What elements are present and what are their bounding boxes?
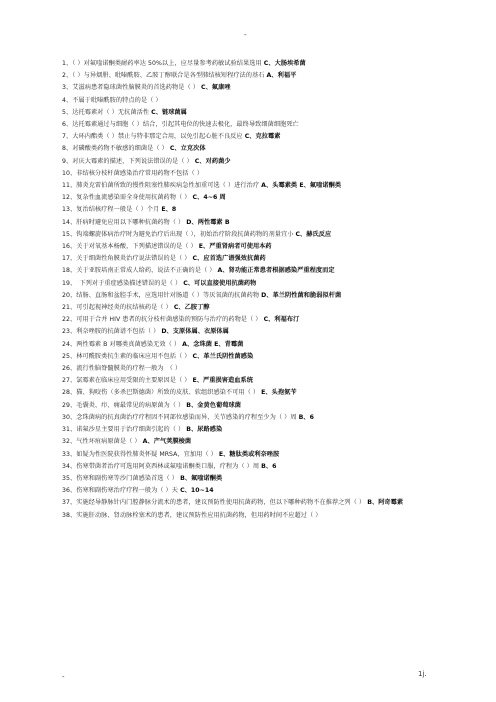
question-answer: A、产气荚膜梭菌 [142,438,192,446]
question-text: 伤寒和副伤寒治疗疗程一般为（ ）天 [76,487,181,495]
question-item [62,375,434,387]
question-number: 28、 [62,389,77,397]
question-answer: C、可以直接使用抗菌药物 [183,279,257,287]
question-item [62,131,434,143]
question-answer: C、乙胺丁醇 [173,304,210,312]
question-item [62,265,434,277]
question-number: 15、 [62,230,77,238]
question-text: 达托霉素对（ ）无抗菌活性 [72,108,152,116]
question-text: 钩端螺旋体病治疗时为避免治疗后出现（ ），初始治疗阶段抗菌药物的剂量宜小 [76,230,296,238]
question-answer: B、6 [298,413,314,421]
question-text: 利奈唑胺的抗菌谱不包括（ ） [76,328,162,336]
question-text: 实施经导静脉针内门腔静脉分流术的患者，建议预防性使用抗菌药物，但以下哪种药物不在推荐之列（ ） [76,499,368,507]
question-text: （ ）与异烟肼、吡嗪酰胺、乙胺丁醇联合是各型肺结核短程疗法的基石 [72,72,267,80]
question-answer: C、应首选广谱强效抗菌药 [192,255,266,263]
footer-page-mark: 1j. [418,670,427,678]
question-answer: C、对药菌少 [194,157,231,165]
question-text: 气性坏疽病原菌是（ ） [76,438,143,446]
question-answer: C、氟康唑 [201,84,231,92]
question-text: 非结核分枝杆菌感染治疗常用药物不包括（ ） [76,169,203,177]
question-text: 伤寒带菌者治疗可选用阿莫西林或氟喹诺酮类口服，疗程为（ ）周 [76,462,262,470]
question-number: 27、 [62,377,77,385]
question-number: 13、 [62,206,77,214]
question-text: 实施肝动脉、肾动脉栓塞术的患者，建议预防性应用抗菌药物，但用药时间不应超过（ ） [76,511,322,519]
question-answer: C、克拉霉素 [244,133,281,141]
question-item [62,436,434,448]
question-answer: C、利福布汀 [263,316,300,324]
question-answer: B、6 [261,462,277,470]
question-item [62,314,434,326]
question-item [62,412,434,424]
question-item [62,473,434,485]
question-item [62,449,434,461]
question-item [62,290,434,302]
question-number: 36、 [62,487,77,495]
question-number: 26、 [62,365,77,373]
question-item [62,339,434,351]
question-number: 18、 [62,267,77,275]
question-text: （ ）对氟喹诺酮类耐药率达 50%以上，应尽量参考药敏试验结果选用 [72,60,264,67]
question-answer: D、两性霉素 B [186,218,230,226]
question-text: 肝病时避免应用以下哪种抗菌药物（ ） [76,218,187,226]
question-item [62,326,434,338]
question-answer: C、立克次体 [169,145,206,153]
question-number: 9、 [62,157,73,165]
question-number: 8、 [62,145,73,153]
question-answer: A、头霉素类 E、氟喹诺酮类 [261,182,342,190]
question-number: 37、 [62,499,77,507]
question-text: 对磷酸类药物不敏感的细菌是（ ） [72,145,170,153]
question-text: 林可酰胺类抗生素的临床应用不包括（ ） [76,352,193,360]
question-answer: E、严重损害造血系统 [192,377,253,385]
question-answer: A、利福平 [266,72,297,80]
question-item [62,95,434,107]
question-text: 两性霉素 B 对哪类真菌感染无效（ ） [76,340,183,348]
question-number: 22、 [62,316,77,324]
question-number: 14、 [62,218,77,226]
question-item [62,82,434,94]
question-item [62,217,434,229]
question-item [62,229,434,241]
question-number: 33、 [62,450,77,458]
question-text: 复杂性血流感染需全身使用抗菌药物（ ） [76,194,193,202]
question-text: 猫、狗咬伤（多杀巴斯德菌）所致的皮肤、软组织感染不可用（ ） [76,389,262,397]
question-item [62,204,434,216]
question-item [62,497,434,509]
question-answer: C、赫氏反应 [295,230,332,238]
question-answer: C、4~6 周 [192,194,226,202]
question-answer: B、金黄色葡萄球菌 [186,401,241,409]
question-text: 可引起视神经炎的抗结核药是（ ） [76,304,174,312]
header-mark: - [244,31,247,39]
question-item [62,510,434,522]
question-number: 3、 [62,84,73,92]
question-item [62,351,434,363]
question-answer: B、氟喹诺酮类 [180,474,223,482]
question-text: 毛囊炎、疖、痈最常见的病原菌为（ ） [76,401,187,409]
question-number: 31、 [62,426,77,434]
question-number: 19、 [62,279,74,287]
question-number: 17、 [62,255,77,263]
question-number: 34、 [62,462,77,470]
question-item [62,485,434,497]
question-item [62,400,434,412]
question-item [62,302,434,314]
question-item [62,241,434,253]
question-answer: E、头孢氨苄 [261,389,297,397]
question-item [62,107,434,119]
question-item [62,424,434,436]
question-item [62,119,434,131]
question-text: 达托霉素通过与细胞（ ）结合，引起其电位的快速去极化，最终导致细菌细胞死亡 [72,121,299,129]
question-number: 29、 [62,401,77,409]
question-text: 对庆大霉素的描述，下列说法错误的是（ ） [72,157,195,165]
question-text: 念珠菌病的抗真菌治疗疗程因不同部位感染而异，关节感染的疗程至少为（ ）周 [76,413,299,421]
question-answer: D、支原体属、衣原体属 [161,328,229,336]
question-item [62,70,434,82]
question-text: 复治结核疗程一般是（ ）个月 [76,206,162,214]
question-text: 氯霉素在临床应用受限的主要原因是（ ） [76,377,193,385]
question-number: 2、 [62,72,73,80]
question-number: 6、 [62,121,73,129]
question-text: 伤寒和副伤寒等沙门菌感染首选（ ） [76,474,181,482]
question-text: 结肠、直肠和盆腔手术，应选用针对肠道（ ）等厌氧菌的抗菌药物 [76,291,262,299]
question-answer: A、肾功能正常患者根据感染严重程度而定 [217,267,335,275]
question-number: 10、 [62,169,77,177]
question-answer: A、念珠菌 E、青霉菌 [182,340,244,348]
question-answer: C、链球菌属 [151,108,187,116]
question-number: 23、 [62,328,77,336]
question-text: 关于亚胺培南正常成人给药，说法不正确的是（ ） [76,267,218,275]
question-answer: E、糖肽类或利奈唑胺 [218,450,280,458]
question-number: 21、 [62,304,77,312]
question-number: 35、 [62,474,77,482]
question-item [62,253,434,265]
question-answer: E、8 [161,206,177,214]
question-answer: C、革兰氏阴性菌感染 [192,352,254,360]
question-number: 30、 [62,413,77,421]
question-number: 38、 [62,511,77,519]
question-item [62,278,434,290]
question-answer: E、严重肾病者可使用本药 [198,243,272,251]
question-item [62,363,434,375]
question-number: 25、 [62,352,77,360]
question-answer: B、尿路感染 [186,426,223,434]
question-number: 11、 [62,182,77,190]
question-answer: C、10~14 [180,487,214,495]
footer-left-mark: - [62,673,65,681]
question-text: 下列对于重症感染描述错误的是（ ） [73,279,184,287]
question-text: 艾滋病患者隐球菌性脑膜炎的首选药物是（ ） [72,84,202,92]
question-text: 肺炎克雷伯菌所致的慢性阻塞性肺疾病急性加重可选（ ）进行治疗 [76,182,262,190]
question-text: 如疑为性医院获得性肺炎怀疑 MRSA，宜加用（ ） [76,450,219,458]
question-text: 大环内酯类（ ）禁止与特非那定合用，以免引起心脏不良反应 [72,133,245,141]
question-item [62,143,434,155]
question-list [62,58,434,522]
question-item [62,461,434,473]
question-answer: B、阿奇霉素 [367,499,404,507]
question-item [62,387,434,399]
question-number: 7、 [62,133,73,141]
question-text: 不属于吡嗪酰胺的特点的是（ ） [72,96,162,104]
question-number: 20、 [62,291,77,299]
question-text: 流行性脑脊髓膜炎的疗程一般为 （ ） [76,365,182,373]
question-number: 16、 [62,243,77,251]
question-text: 关于对氧基本杨酸，下列描述错误的是（ ） [76,243,199,251]
question-answer: D、革兰阴性菌和脆弱拟杆菌 [261,291,342,299]
question-text: 诺氟沙星主要用于治疗细菌引起的（ ） [76,426,187,434]
question-number: 32、 [62,438,77,446]
question-number: 1、 [62,60,73,67]
question-item [62,156,434,168]
question-item [62,168,434,180]
question-number: 12、 [62,194,77,202]
question-number: 5、 [62,108,73,116]
question-text: 可用于合并 HIV 患者的抗分枝杆菌感染的预防与治疗的药物是（ ） [76,316,264,324]
question-answer: C、大肠埃希菌 [263,60,306,67]
question-item [62,192,434,204]
question-number: 24、 [62,340,77,348]
question-number: 4、 [62,96,73,104]
question-item [62,180,434,192]
question-text: 关于细菌性角膜炎治疗说法错误的是（ ） [76,255,193,263]
question-item [62,58,434,70]
